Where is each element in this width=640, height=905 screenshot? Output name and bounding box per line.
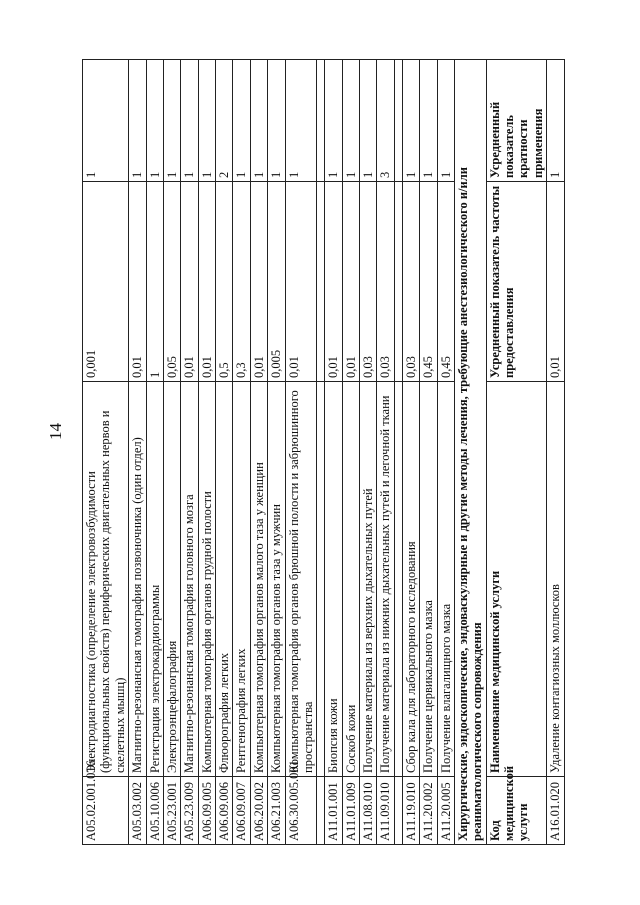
frequency-value: 0,01 (181, 182, 198, 382)
service-code: A11.01.009 (342, 777, 359, 845)
service-code: A11.20.005 (437, 777, 454, 845)
service-name: Рентгенография легких (233, 382, 250, 777)
services-table (82, 59, 565, 845)
service-code: A11.08.010 (360, 777, 377, 845)
service-code: A06.09.007 (233, 777, 250, 845)
service-code: A05.03.002 (129, 777, 146, 845)
service-name: Магнитно-резонансная томография позвоночника (один отдел) (129, 382, 146, 777)
multiplicity-value: 1 (420, 60, 437, 182)
table-row (547, 60, 564, 845)
frequency-value: 0,03 (402, 182, 419, 382)
frequency-value: 0,45 (437, 182, 454, 382)
service-code: A11.01.001 (325, 777, 342, 845)
sampling-rows (325, 60, 395, 845)
multiplicity-value: 1 (360, 60, 377, 182)
multiplicity-value: 1 (342, 60, 359, 182)
service-name: Получение материала из нижних дыхательных путей и легочной ткани (377, 382, 394, 777)
service-code: A06.30.005.001 (285, 777, 317, 845)
frequency-value: 0,01 (342, 182, 359, 382)
multiplicity-value: 2 (216, 60, 233, 182)
multiplicity-value: 1 (198, 60, 215, 182)
service-code: A05.23.001 (163, 777, 180, 845)
multiplicity-value: 1 (437, 60, 454, 182)
table-row (402, 60, 419, 845)
frequency-value: 0,001 (83, 182, 129, 382)
service-code: A05.10.006 (146, 777, 163, 845)
service-name: Электроэнцефалография (163, 382, 180, 777)
multiplicity-value: 1 (233, 60, 250, 182)
header-frequency: Усредненный показатель частоты предоставления (486, 182, 547, 382)
table-row (420, 60, 437, 845)
services-sheet (82, 60, 602, 845)
table-row (83, 60, 129, 845)
multiplicity-value: 1 (402, 60, 419, 182)
service-code: A05.02.001.016 (83, 777, 129, 845)
multiplicity-value: 1 (129, 60, 146, 182)
table-row (250, 60, 267, 845)
table-row (437, 60, 454, 845)
table-row (216, 60, 233, 845)
service-code: A11.09.010 (377, 777, 394, 845)
service-code: A06.09.006 (216, 777, 233, 845)
group-spacer (317, 60, 325, 845)
multiplicity-value: 1 (547, 60, 564, 182)
header-name: Наименование медицинской услуги (486, 382, 547, 777)
service-code: A05.23.009 (181, 777, 198, 845)
multiplicity-value: 1 (146, 60, 163, 182)
table-row (129, 60, 146, 845)
group-spacer (394, 60, 402, 845)
service-name: Флюорография легких (216, 382, 233, 777)
frequency-value: 0,01 (325, 182, 342, 382)
service-name: Регистрация электрокардиограммы (146, 382, 163, 777)
frequency-value: 0,01 (129, 182, 146, 382)
table-row (181, 60, 198, 845)
diagnostic-rows (83, 60, 317, 845)
frequency-value: 0,3 (233, 182, 250, 382)
multiplicity-value: 1 (83, 60, 129, 182)
header-multiplicity: Усредненный показатель кратности применения (486, 60, 547, 182)
multiplicity-value: 1 (285, 60, 317, 182)
frequency-value: 0,03 (360, 182, 377, 382)
service-code: A11.20.002 (420, 777, 437, 845)
multiplicity-value: 1 (250, 60, 267, 182)
table-row (163, 60, 180, 845)
service-code: A06.21.003 (268, 777, 285, 845)
frequency-value: 0,005 (268, 182, 285, 382)
service-name: Соскоб кожи (342, 382, 359, 777)
multiplicity-value: 1 (268, 60, 285, 182)
multiplicity-value: 1 (325, 60, 342, 182)
multiplicity-value: 1 (181, 60, 198, 182)
table-row (198, 60, 215, 845)
frequency-value: 0,01 (198, 182, 215, 382)
service-name: Магнитно-резонансная томография головного мозга (181, 382, 198, 777)
frequency-value: 1 (146, 182, 163, 382)
service-code: A06.20.002 (250, 777, 267, 845)
service-name: Компьютерная томография органов брюшной полости и забрюшинного пространства (285, 382, 317, 777)
table-row (360, 60, 377, 845)
service-code: A06.09.005 (198, 777, 215, 845)
frequency-value: 0,5 (216, 182, 233, 382)
service-name: Электродиагностика (определение электровозбудимости (функциональных свойств) периферических двигательных нервов и скелетных мышц) (83, 382, 129, 777)
section-heading-row (454, 60, 486, 845)
frequency-value: 0,01 (285, 182, 317, 382)
multiplicity-value: 1 (163, 60, 180, 182)
table-row (342, 60, 359, 845)
surgical-rows (547, 60, 564, 845)
frequency-value: 0,01 (547, 182, 564, 382)
header-code: Код медицинской услуги (486, 777, 547, 845)
table-row (233, 60, 250, 845)
table-row (268, 60, 285, 845)
frequency-value: 0,05 (163, 182, 180, 382)
lab-sampling-rows (402, 60, 454, 845)
service-name: Получение материала из верхних дыхательных путей (360, 382, 377, 777)
frequency-value: 0,03 (377, 182, 394, 382)
table-row (377, 60, 394, 845)
service-name: Сбор кала для лабораторного исследования (402, 382, 419, 777)
multiplicity-value: 3 (377, 60, 394, 182)
service-name: Биопсия кожи (325, 382, 342, 777)
service-name: Получение цервикального мазка (420, 382, 437, 777)
service-code: A16.01.020 (547, 777, 564, 845)
table-row (325, 60, 342, 845)
service-name: Удаление контагиозных моллюсков (547, 382, 564, 777)
table-row (285, 60, 317, 845)
header-row (486, 60, 547, 845)
service-name: Компьютерная томография органов таза у мужчин (268, 382, 285, 777)
frequency-value: 0,01 (250, 182, 267, 382)
section-title: Хирургические, эндоскопические, эндоваскулярные и другие методы лечения, требующие анестезиологического и/или реаниматологического сопровождения (454, 60, 486, 845)
service-name: Получение влагалищного мазка (437, 382, 454, 777)
service-name: Компьютерная томография органов малого таза у женщин (250, 382, 267, 777)
page-number: 14 (46, 423, 65, 440)
service-name: Компьютерная томография органов грудной полости (198, 382, 215, 777)
table-row (146, 60, 163, 845)
frequency-value: 0,45 (420, 182, 437, 382)
service-code: A11.19.010 (402, 777, 419, 845)
